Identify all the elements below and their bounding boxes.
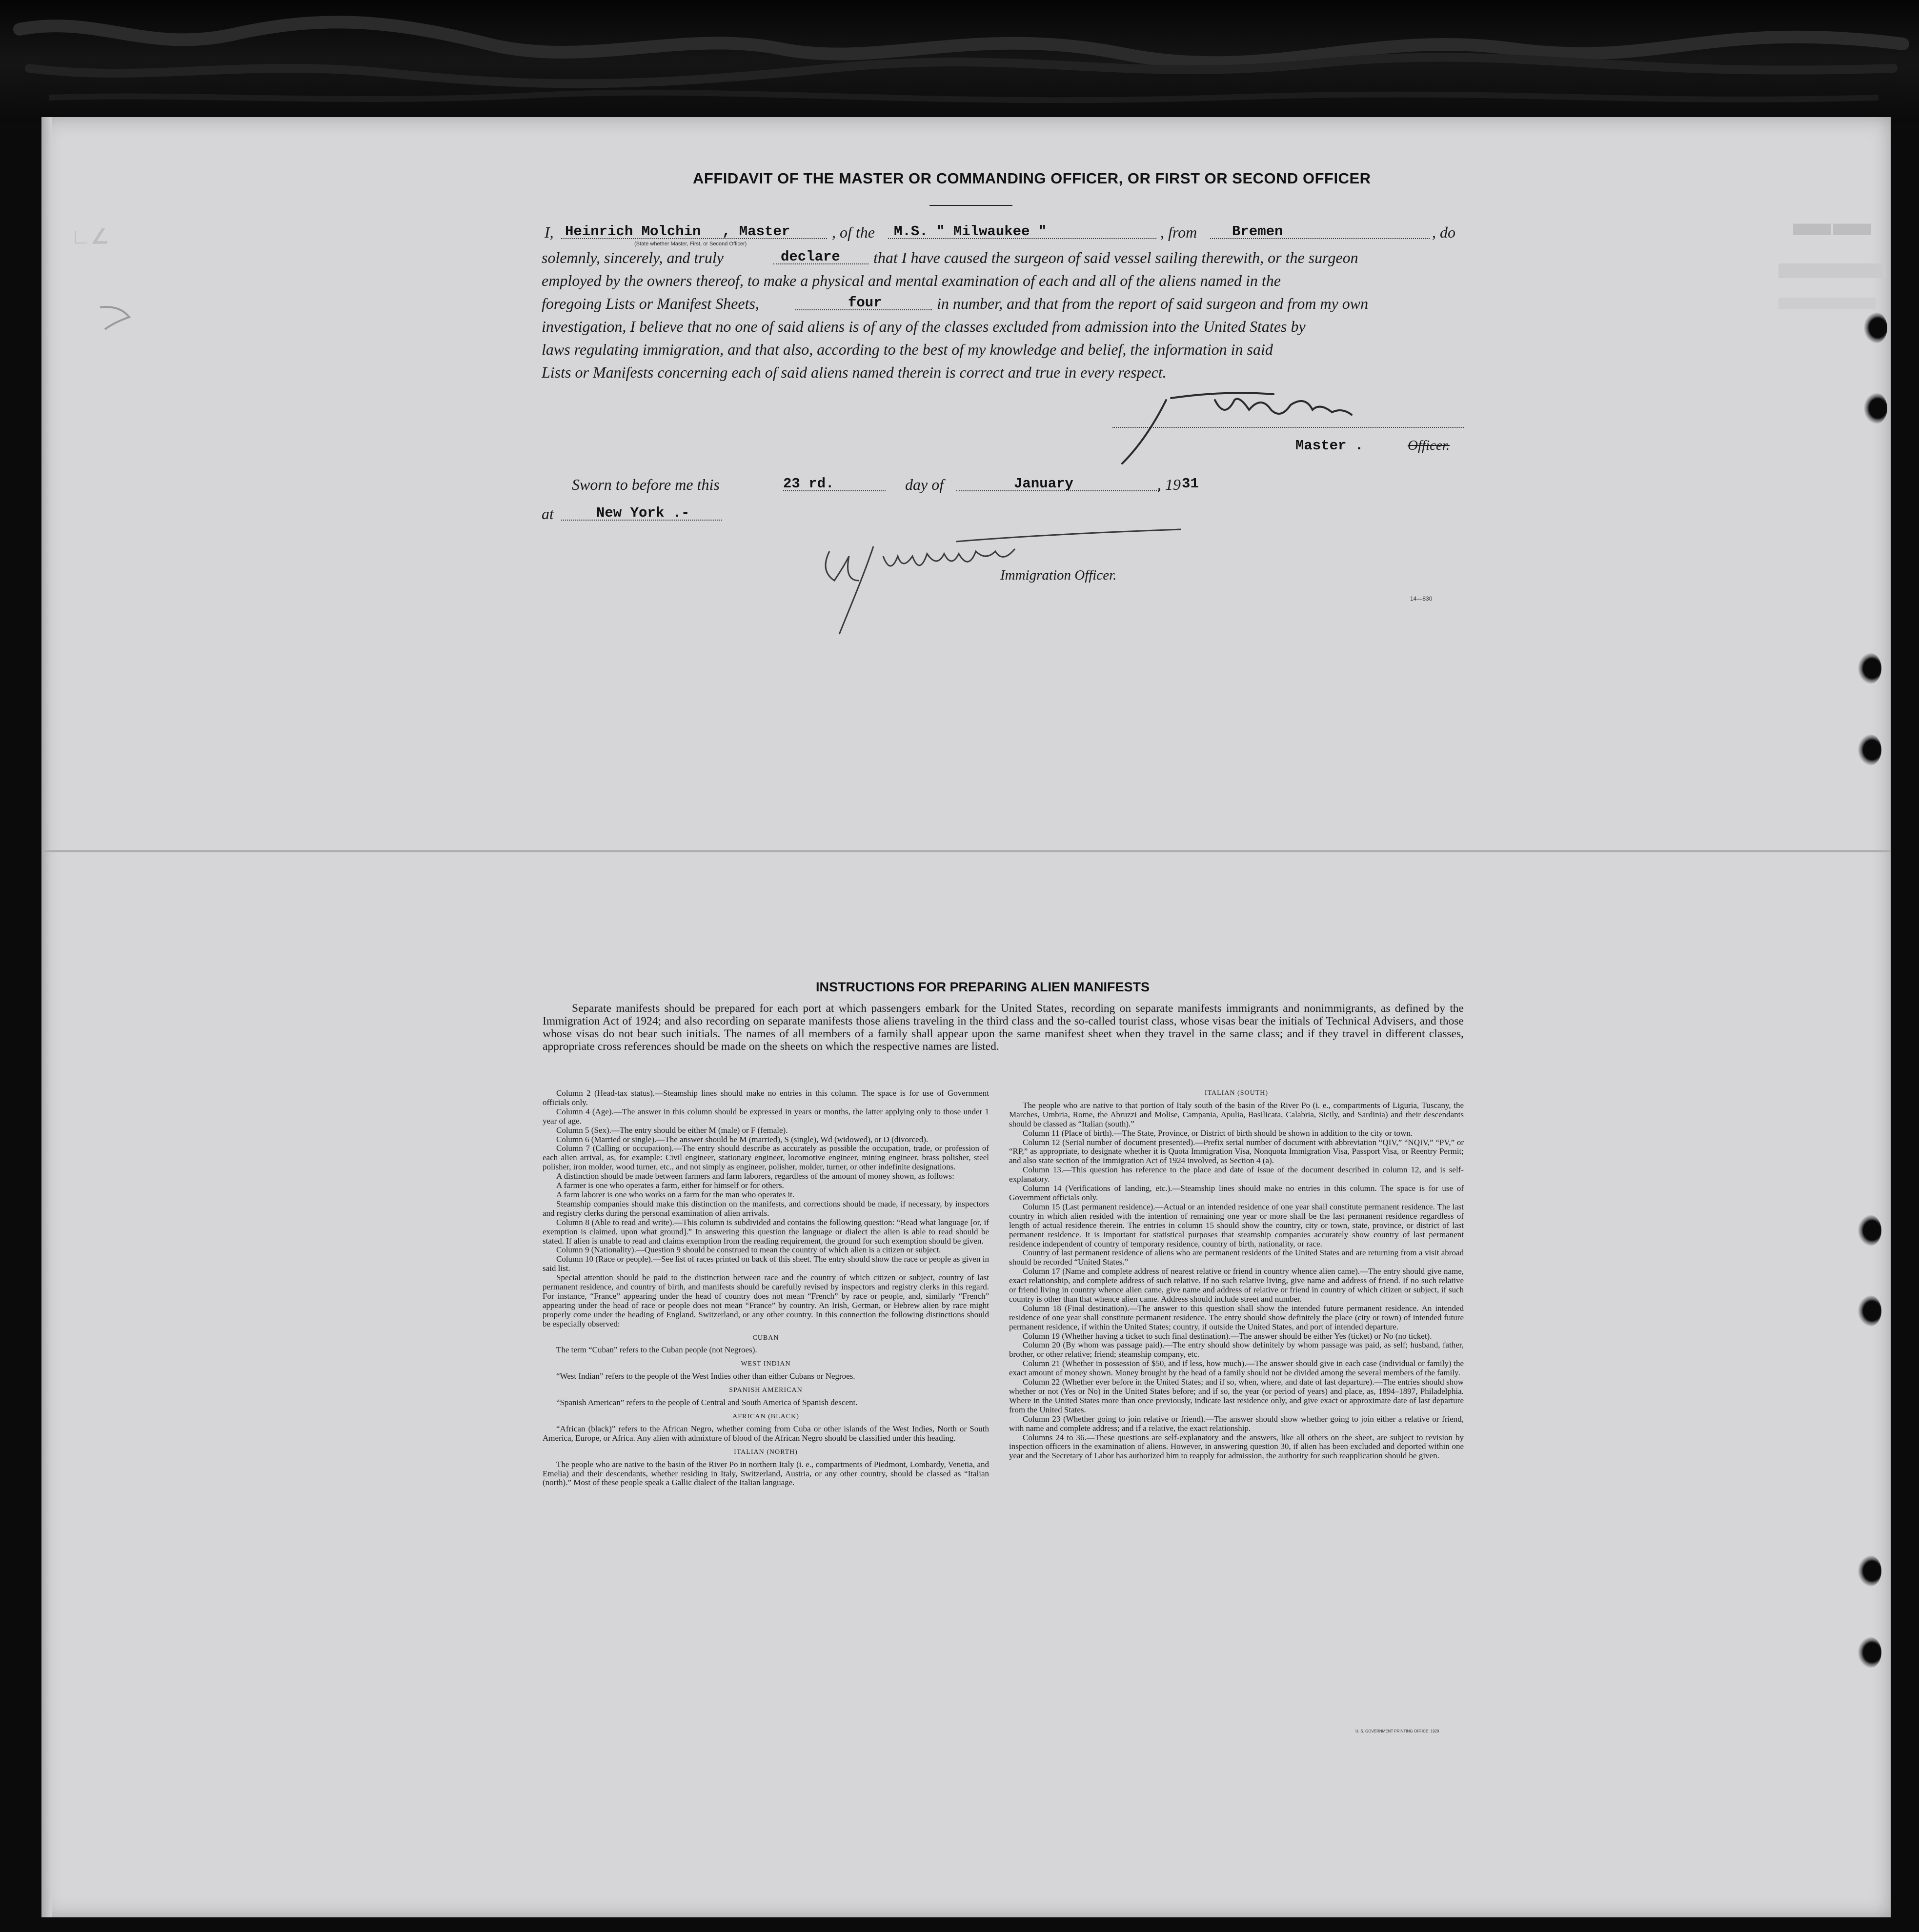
instructions-left-column [543, 1089, 989, 1488]
instruction-paragraph: Column 7 (Calling or occupation).—The entry should describe as accurately as possible the occupation, trade, or profession of each alien arrival, as, for example: Civil engineer, stationary engineer, locomotive engineer, mining engineer, brass polisher, steel polisher, iron molder, wood turner, etc., and not simply as engineer, polisher, molder, turner, or other indefinite designations. [543, 1144, 989, 1172]
officer-label-struck: Officer. [1408, 438, 1450, 453]
instruction-paragraph: Column 20 (By whom was passage paid).—The entry should show definitely by whom passage was paid, as self; husband, father, brother, or other relative; friend; steamship company, etc. [1009, 1340, 1464, 1359]
section-heading-italian-north: ITALIAN (NORTH) [734, 1448, 798, 1456]
instruction-paragraph: The people who are native to that portion of Italy south of the basin of the River Po (i. e., compartments of Liguria, Tuscany, the Marches, Umbria, Rome, the Abruzzi and Molise, Campania, Apulia, Basilicata, Calabria, Sicily, and Sardinia) and their descendants should be classed as “Italian (south).” [1009, 1100, 1464, 1128]
affidavit-line-4b: in number, and that from the report of said surgeon and from my own [937, 295, 1369, 312]
instructions-title: INSTRUCTIONS FOR PREPARING ALIEN MANIFESTS [816, 980, 1150, 994]
count-value: four [848, 295, 882, 311]
binding-hole [1858, 1637, 1881, 1668]
instruction-paragraph: Column 4 (Age).—The answer in this column should be expressed in years or months, the latter applying only to those under 1 year of age. [543, 1107, 989, 1126]
affidavit-line-3: employed by the owners thereof, to make a physical and mental examination of each and all of the aliens named in the [542, 272, 1281, 289]
instruction-paragraph: Column 10 (Race or people).—See list of races printed on back of this sheet. The entry should show the race or people as given in said list. [543, 1254, 989, 1273]
master-name-value: Heinrich Molchin [565, 223, 701, 240]
year-prefix: , 19 [1157, 476, 1181, 493]
instruction-paragraph: Column 11 (Place of birth).—The State, Province, or District of birth should be shown in addition to the city or town. [1023, 1128, 1413, 1138]
instruction-paragraph: Column 13.—This question has reference to the place and date of issue of the document described in column 12, and is self-explanatory. [1009, 1165, 1464, 1184]
instruction-paragraph: Column 6 (Married or single).—The answer should be M (married), S (single), Wd (widowed), or D (divorced). [556, 1134, 929, 1144]
at-label: at [542, 505, 554, 523]
master-label: Master . [1295, 438, 1364, 454]
instruction-paragraph: A distinction should be made between farmers and farm laborers, regardless of the amount of money shown, as follows: [556, 1171, 954, 1181]
binding-hole [1858, 734, 1881, 765]
instruction-paragraph: Column 18 (Final destination).—The answer to this question shall show the intended future permanent residence. An intended residence of one year shall constitute permanent residence. The entry should show definitely the place (city or town) of intended future permanent residence, if within the United States; country, if outside the United States, and port of intended departure. [1009, 1303, 1464, 1331]
year-suffix: 31 [1182, 476, 1199, 492]
instruction-paragraph: “African (black)” refers to the African Negro, whether coming from Cuba or other islands of the West Indies, North or South America, Europe, or Africa. Any alien with admixture of blood of the African Negro should be classified under this heading. [543, 1424, 989, 1443]
affidavit-title: AFFIDAVIT OF THE MASTER OR COMMANDING OFFICER, OR FIRST OR SECOND OFFICER [693, 170, 1371, 187]
vessel-value: M.S. " Milwaukee " [894, 223, 1047, 240]
instructions-intro: Separate manifests should be prepared for each port at which passengers embark for the United States, recording on separate manifests immigrants and nonimmigrants, as defined by the Immigration Act of 1924; and also recording on separate manifests those aliens traveling in the third class and the so-called tourist class, whose visas bear the initials of Technical Advisers, and those whose visas do not bear such initials. The names of all members of a family shall appear upon the same manifest sheet when they travel in the same class; and if they travel in different classes, appropriate cross references should be made on the sheets on which the respective names are listed. [543, 1002, 1464, 1053]
declare-value: declare [781, 249, 840, 265]
affidavit-line-2b: that I have caused the surgeon of said vessel sailing therewith, or the surgeon [873, 249, 1358, 266]
of-the-label: , of the [832, 223, 875, 241]
rank-value: , Master [722, 223, 790, 240]
sworn-label: Sworn to before me this [572, 476, 720, 493]
affidavit-line-7: Lists or Manifests concerning each of said aliens named therein is correct and true in every respect. [542, 363, 1167, 381]
instruction-paragraph: Column 12 (Serial number of document presented).—Prefix serial number of document with abbreviation “QIV,” “NQIV,” “PV,” or “RP,” as appropriate, to designate whether it is Quota Immigration Visa, Nonquota Immigration Visa, Passport Visa, or Reentry Permit; and also state section of the Immigration Act of 1924 involved, as Section 4 (a). [1009, 1137, 1464, 1166]
bleed-through-line [1778, 298, 1876, 309]
instruction-paragraph: Column 21 (Whether in possession of $50, and if less, how much).—The answer should give in each case (individual or family) the exact amount of money shown. Money brought by the head of a family should not be divided among the several members of the family. [1009, 1359, 1464, 1378]
affidavit-line-2a: solemnly, sincerely, and truly [542, 249, 724, 266]
instruction-paragraph: Column 19 (Whether having a ticket to such final destination).—The answer should be either Yes (ticket) or No (no ticket). [1023, 1331, 1432, 1341]
bleed-through-mark: ∟∠ [71, 225, 109, 248]
place-value: New York .- [596, 505, 690, 521]
instruction-paragraph: Column 17 (Name and complete address of nearest relative or friend in country whence alien came).—The entry should give name, exact relationship, and complete address of such relative. If no such relative living, give name and address of friend. If no such relative or friend living in country whence alien came, give name and address of relative or friend in country of which citizen or subject, if such country is other than that whence alien came. Address should include street and number. [1009, 1267, 1464, 1304]
instructions-right-column [1009, 1089, 1464, 1461]
printer-mark: U. S. GOVERNMENT PRINTING OFFICE: 1929 [1355, 1729, 1439, 1733]
instruction-paragraph: Special attention should be paid to the distinction between race and the country of which citizen or subject, country of last permanent residence, and country of birth, and manifests should be carefully revised by inspectors and registry clerks in this regard. For instance, “France” appearing under the head of country does not mean “French” by race or people, and, similarly “French” appearing under the head of race or people does not mean “France” by country. An Irish, German, or Hebrew alien by race might properly come under the heading of England, Switzerland, or any other country. In this connection the following distinctions should be especially observed: [543, 1273, 989, 1328]
instruction-paragraph: Column 23 (Whether going to join relative or friend).—The answer should show whether going to join either a relative or friend, with name and complete address; and if a relative, the exact relationship. [1009, 1414, 1464, 1433]
title-rule [929, 205, 1012, 206]
rank-note: (State whether Master, First, or Second Officer) [634, 241, 747, 247]
instruction-paragraph: Column 14 (Verifications of landing, etc.).—Steamship lines should make no entries in this column. The space is for use of Government officials only. [1009, 1184, 1464, 1202]
sheet-left-edge [41, 117, 52, 1917]
instruction-paragraph: Column 5 (Sex).—The entry should be either M (male) or F (female). [556, 1125, 788, 1135]
form-number: 14—830 [1410, 595, 1433, 602]
sworn-day-value: 23 rd. [783, 476, 834, 492]
instruction-paragraph: The term “Cuban” refers to the Cuban people (not Negroes). [556, 1345, 757, 1355]
section-heading-cuban: CUBAN [752, 1334, 779, 1342]
instruction-paragraph: Country of last permanent residence of aliens who are permanent residents of the United States and are returning from a visit abroad should be recorded “United States.” [1009, 1248, 1464, 1267]
binding-hole [1858, 1295, 1881, 1327]
affidavit-line-6: laws regulating immigration, and that also, according to the best of my knowledge and belief, the information in said [542, 341, 1273, 358]
section-heading-west-indian: WEST INDIAN [741, 1360, 791, 1368]
immigration-officer-caption: Immigration Officer. [1000, 567, 1117, 583]
scan-background [0, 0, 1919, 122]
port-value: Bremen [1232, 223, 1283, 240]
instruction-paragraph: A farmer is one who operates a farm, either for himself or for others. [556, 1181, 784, 1190]
binding-hole [1858, 1555, 1881, 1587]
instruction-paragraph: Column 15 (Last permanent residence).—Actual or an intended residence of one year shall constitute permanent residence. The last country in which alien resided with the intention of remaining one year or more shall be the last permanent residence regardless of length of actual residence therein. The entries in column 15 should show the country, city or town, state, province, or district of last permanent residence. It is important for statistical purposes that steamship companies accurately show country of last permanent residence independent of country of temporary residence, country of birth, nationality, or race. [1009, 1202, 1464, 1248]
binding-hole [1864, 393, 1887, 424]
instruction-paragraph: “Spanish American” refers to the people of Central and South America of Spanish descent. [556, 1398, 858, 1408]
scan-header-scrawl [0, 0, 1919, 117]
section-heading-african: AFRICAN (BLACK) [732, 1413, 799, 1420]
instruction-paragraph: The people who are native to the basin of the River Po in northern Italy (i. e., compartments of Piedmont, Lombardy, Venetia, and Emelia) and their descendants, whether residing in Italy, Switzerland, Austria, or any other country, should be classed as “Italian (north).” Most of these people speak a Gallic dialect of the Italian language. [543, 1459, 989, 1488]
binding-hole [1858, 653, 1881, 684]
bleed-through-line [1778, 263, 1886, 278]
instruction-paragraph: A farm laborer is one who works on a farm for the man who operates it. [556, 1189, 795, 1199]
instruction-paragraph: “West Indian” refers to the people of the West Indies other than either Cubans or Negroes. [556, 1371, 855, 1381]
day-of-label: day of [905, 476, 944, 493]
fold-line [41, 850, 1891, 852]
binding-hole [1858, 1215, 1881, 1246]
instruction-paragraph: Column 22 (Whether ever before in the United States; and if so, when, where, and date of last departure).—The entries should show whether or not (Yes or No) in the United States before; and if so, the year (or period of years) and place, as, 1894–1897, Philadelphia. Where in the United States more than once previously, indicate last residence only, and give exact or approximate date of last departure from the United States. [1009, 1377, 1464, 1414]
from-label: , from [1160, 223, 1197, 241]
bleed-through-heading: ▬▬ [1793, 201, 1873, 243]
section-heading-italian-south: ITALIAN (SOUTH) [1204, 1089, 1269, 1097]
bleed-through-stroke [95, 302, 139, 332]
instruction-paragraph: Steamship companies should make this distinction on the manifests, and corrections should be made, if necessary, by inspectors and registry clerks during the personal examination of alien arrivals. [543, 1199, 989, 1218]
section-heading-spanish-american: SPANISH AMERICAN [729, 1387, 803, 1394]
instruction-paragraph: Column 9 (Nationality).—Question 9 should be construed to mean the country of which alien is a citizen or subject. [556, 1245, 941, 1255]
binding-hole [1864, 312, 1887, 343]
master-signature-line [1112, 427, 1464, 428]
instruction-paragraph: Column 8 (Able to read and write).—This column is subdivided and contains the following question: “Read what language [or, if exemption is claimed, upon what ground].” In answering this question the language or dialect the alien is able to read should be stated. If alien is unable to read and claims exemption from the reading requirement, the ground for such exemption should be given. [543, 1217, 989, 1246]
affidavit-line-5: investigation, I believe that no one of said aliens is of any of the classes excluded from admission into the United States by [542, 318, 1306, 335]
sworn-month-value: January [1014, 476, 1073, 492]
affidavit-i: I, [545, 223, 554, 241]
affidavit-line-4a: foregoing Lists or Manifest Sheets, [542, 295, 759, 312]
instruction-paragraph: Column 2 (Head-tax status).—Steamship lines should make no entries in this column. The space is for use of Government officials only. [543, 1088, 989, 1107]
do-label: , do [1432, 223, 1455, 241]
instruction-paragraph: Columns 24 to 36.—These questions are self-explanatory and the answers, like all others on the sheet, are subject to revision by inspection officers in the examination of aliens. However, in answering question 30, if alien has been excluded and deported within one year and the Secretary of Labor has authorized him to reapply for admission, the authority for such reapplication should be given. [1009, 1432, 1464, 1461]
